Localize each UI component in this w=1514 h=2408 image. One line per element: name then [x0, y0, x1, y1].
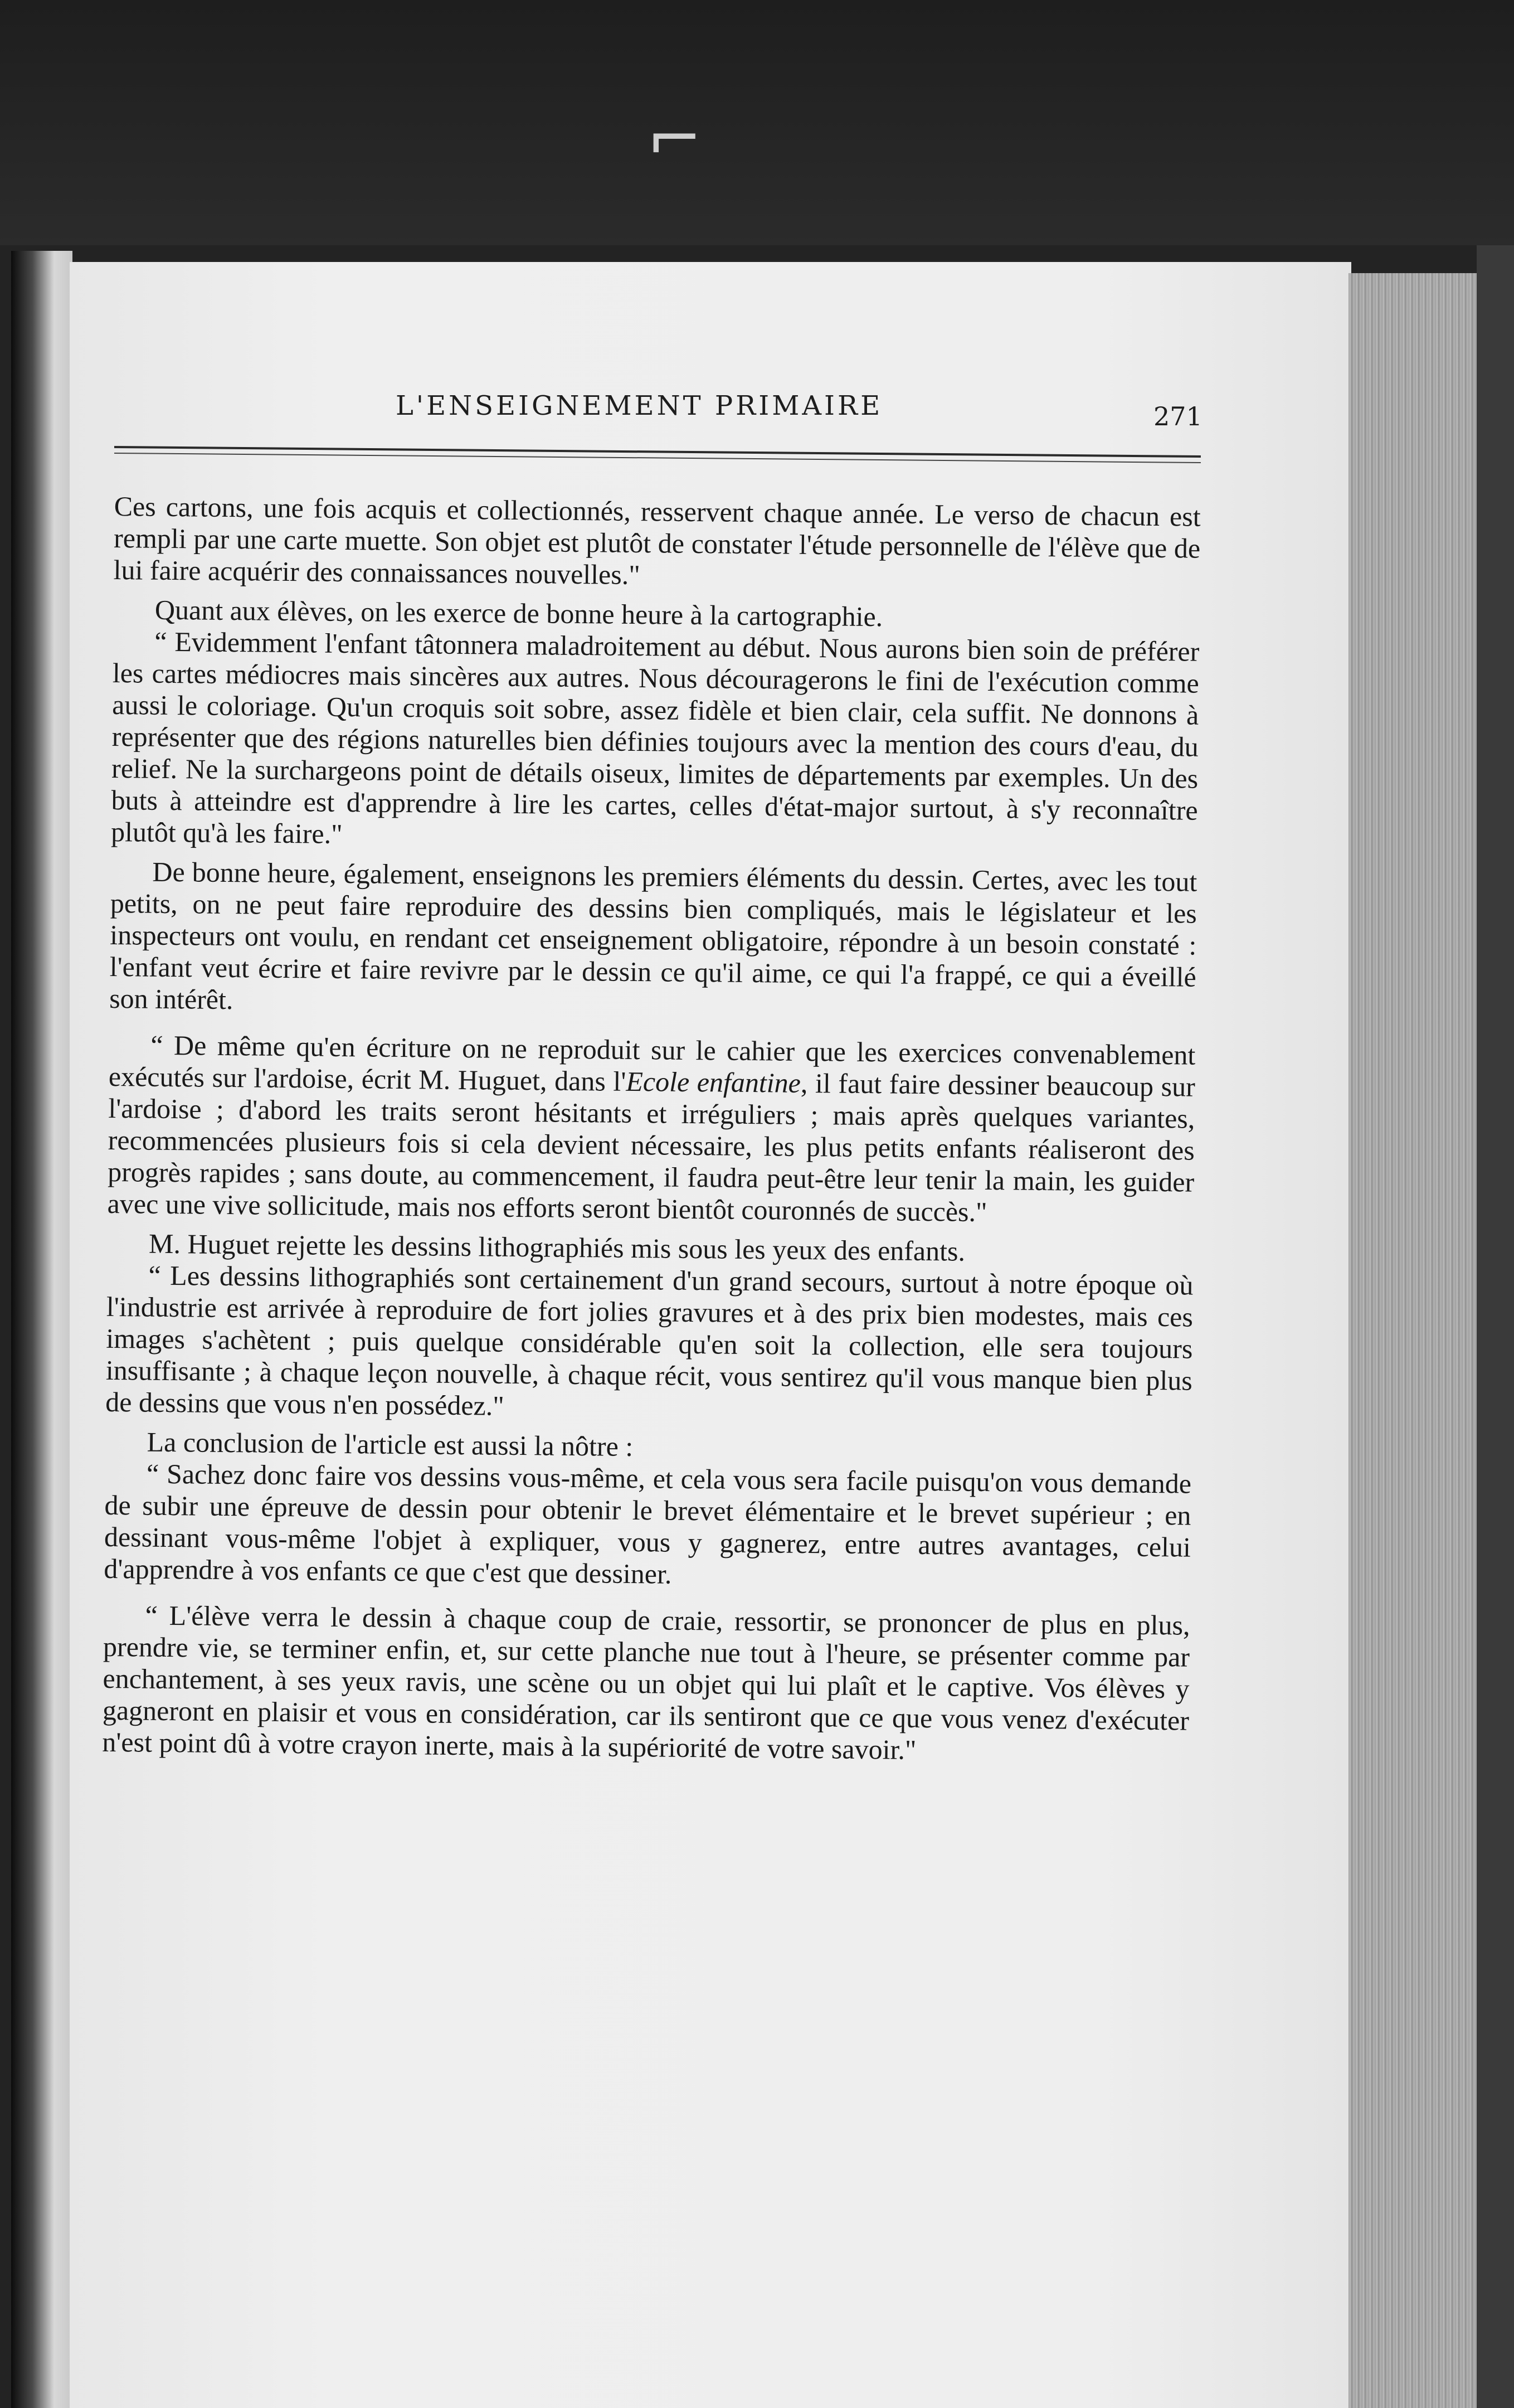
paragraph: “ Evidemment l'enfant tâtonnera maladroitement au début. Nous aurons bien soin de préférer les cartes médiocres mais sincères aux autres. Nous découragerons le fini de l'exécution comme aussi le coloriage. Qu'un croquis soit sobre, assez fidèle et bien clair, cela suffit. Ne donnons à représenter que des régions naturelles bien définies toujours avec la mention des cours d'eau, du relief. Ne la surchargeons point de détails oiseux, limites de départements par exemples. Un des buts à atteindre est d'apprendre à lire les cartes, celles d'état-major surtout, à s'y reconnaître plutôt qu'à les faire."	[110, 625, 1200, 849]
paragraph: “ Les dessins lithographiés sont certainement d'un grand secours, surtout à notre époque où l'industrie est arrivée à reproduire de fort jolies gravures et à des prix bien modestes, mais ces images s'achètent ; puis quelque considérable qu'en soit la collection, elle sera toujours insuffisante ; à chaque leçon nouvelle, à chaque récit, vous sentirez qu'il vous manque bien plus de dessins que vous n'en possédez."	[105, 1259, 1194, 1421]
body-text	[102, 491, 1201, 1769]
paragraph: Ces cartons, une fois acquis et collectionnés, resservent chaque année. Le verso de chacun est rempli par une carte muette. Son objet est plutôt de constater l'étude personnelle de l'élève que de lui faire acquérir des connaissances nouvelles."	[113, 491, 1201, 591]
paragraph	[107, 1029, 1195, 1230]
page-left-edge	[11, 251, 72, 2408]
italic-title: Ecole enfantine	[626, 1065, 801, 1099]
paragraph: De bonne heure, également, enseignons les premiers éléments du dessin. Certes, avec les tout petits, on ne peut faire reproduire des dessins bien compliqués, mais le législateur et les inspecteurs ont voulu, en rendant cet enseignement obligatoire, répondre à un besoin constaté : l'enfant veut écrire et faire revivre par le dessin ce qu'il aime, ce qui l'a frappé, ce qui a éveillé son intérêt.	[109, 856, 1197, 1016]
page-number: 271	[1153, 401, 1203, 431]
binding-shadow	[1477, 245, 1514, 2408]
running-head	[111, 390, 1226, 435]
paragraph: La conclusion de l'article est aussi la nôtre :	[147, 1426, 634, 1463]
paragraph: Quant aux élèves, on les exerce de bonne heure à la cartographie.	[154, 594, 883, 633]
paragraph: “ Sachez donc faire vos dessins vous-même, et cela vous sera facile puisqu'on vous demande de subir une épreuve de dessin pour obtenir le brevet élémentaire et le brevet supérieur ; en dessinant vous-même l'objet à expliquer, vous y gagnerez, entre autres avantages, celui d'apprendre à vos enfants ce que c'est que dessiner.	[104, 1458, 1192, 1590]
paragraph-text: “ De même qu'en écriture on ne reproduit sur le cahier que les exercices convenablement exécutés sur l'ardoise, écrit M. Huguet, dans l'	[108, 1029, 1196, 1097]
paragraph-text: , il faut faire dessiner beaucoup sur l'ardoise ; d'abord les traits seront hésitants et irréguliers ; mais après quelques variantes, recommencées plusieurs fois si cela devient nécessaire, les plus petits enfants réaliseront des progrès rapides ; sans doute, au commencement, il faudra peut-être leur tenir la main, les guider avec une vive sollicitude, mais nos efforts seront bientôt couronnés de succès."	[107, 1067, 1196, 1228]
running-title: L'ENSEIGNEMENT PRIMAIRE	[396, 390, 883, 421]
paragraph: M. Huguet rejette les dessins lithographiés mis sous les yeux des enfants.	[148, 1227, 966, 1267]
dark-background	[0, 0, 1514, 245]
paragraph: “ L'élève verra le dessin à chaque coup de craie, ressortir, se prononcer de plus en plus, prendre vie, se terminer enfin, et, sur cette planche nue tout à l'heure, se présenter comme par enchantement, à ses yeux ravis, une scène ou un objet qui lui plaît et le captive. Vos élèves y gagneront en plaisir et vous en considération, car ils sentiront que ce que vous venez d'exécuter n'est point dû à votre crayon inerte, mais à la supériorité de votre savoir."	[102, 1599, 1190, 1765]
ink-mark: ⌐	[646, 100, 703, 178]
